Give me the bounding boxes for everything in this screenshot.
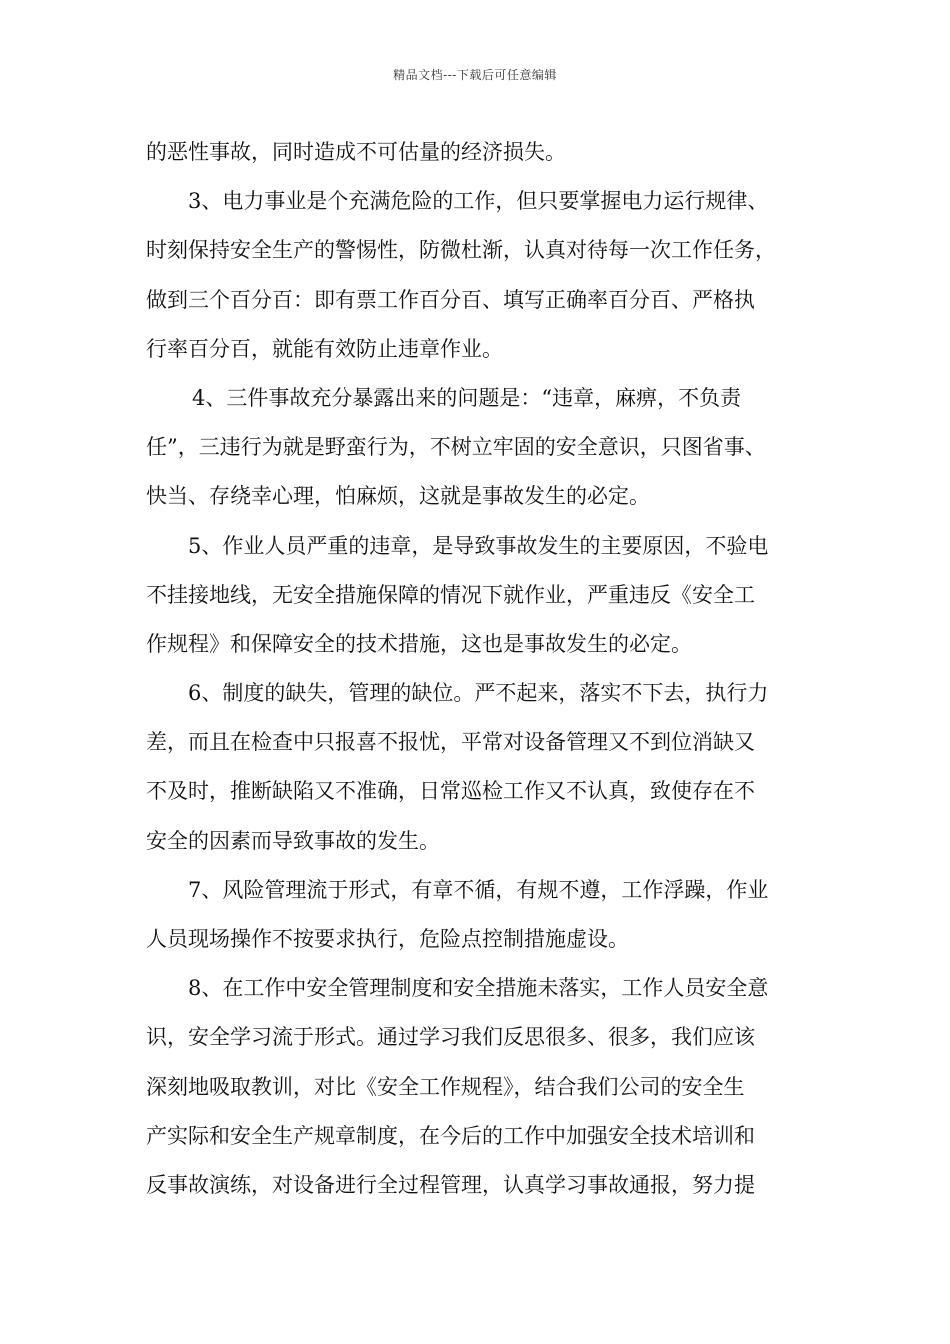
text-line: 作规程》和保障安全的技术措施，这也是事故发生的必定。 — [146, 631, 692, 656]
paragraph-4-start: 4、三件事故充分暴露出来的问题是：“违章，麻痹，不负责 — [192, 385, 742, 410]
text-line: 不挂接地线，无安全措施保障的情况下就作业，严重违反《安全工 — [146, 582, 755, 607]
text-line: 差，而且在检查中只报喜不报忧，平常对设备管理又不到位消缺又 — [146, 730, 755, 755]
text-line: 时刻保持安全生产的警惕性，防微杜渐，认真对待每一次工作任务， — [146, 238, 776, 263]
paragraph-7-start: 7、风险管理流于形式，有章不循，有规不遵，工作浮躁，作业 — [188, 877, 769, 902]
text-line: 任”，三违行为就是野蛮行为，不树立牢固的安全意识，只图省事、 — [146, 435, 766, 460]
paragraph-3-start: 3、电力事业是个充满危险的工作，但只要掌握电力运行规律、 — [188, 189, 769, 214]
text-line: 识，安全学习流于形式。通过学习我们反思很多、很多，我们应该 — [146, 1025, 755, 1050]
text-line: 的恶性事故，同时造成不可估量的经济损失。 — [146, 140, 566, 164]
text-line: 产实际和安全生产规章制度，在今后的工作中加强安全技术培训和 — [146, 1123, 755, 1148]
text-line: 快当、存绕幸心理，怕麻烦，这就是事故发生的必定。 — [146, 484, 650, 509]
paragraph-5-start: 5、作业人员严重的违章，是导致事故发生的主要原因，不验电 — [188, 533, 769, 558]
text-line: 不及时，推断缺陷又不准确，日常巡检工作又不认真，致使存在不 — [146, 779, 755, 804]
text-line: 安全的因素而导致事故的发生。 — [146, 828, 440, 853]
paragraph-8-start: 8、在工作中安全管理制度和安全措施未落实，工作人员安全意 — [188, 976, 769, 1001]
document-body — [146, 128, 836, 1210]
text-line: 人员现场操作不按要求执行，危险点控制措施虚设。 — [146, 927, 629, 951]
text-line: 做到三个百分百：即有票工作百分百、填写正确率百分百、严格执 — [146, 287, 755, 312]
text-line: 反事故演练，对设备进行全过程管理，认真学习事故通报，努力提 — [146, 1172, 755, 1197]
text-line: 深刻地吸取教训，对比《安全工作规程》，结合我们公司的安全生 — [146, 1074, 745, 1099]
text-line: 行率百分百，就能有效防止违章作业。 — [146, 336, 503, 361]
paragraph-6-start: 6、制度的缺失，管理的缺位。严不起来，落实不下去，执行力 — [188, 681, 769, 706]
page-header: 精品文档---下载后可任意编辑 — [393, 68, 557, 82]
